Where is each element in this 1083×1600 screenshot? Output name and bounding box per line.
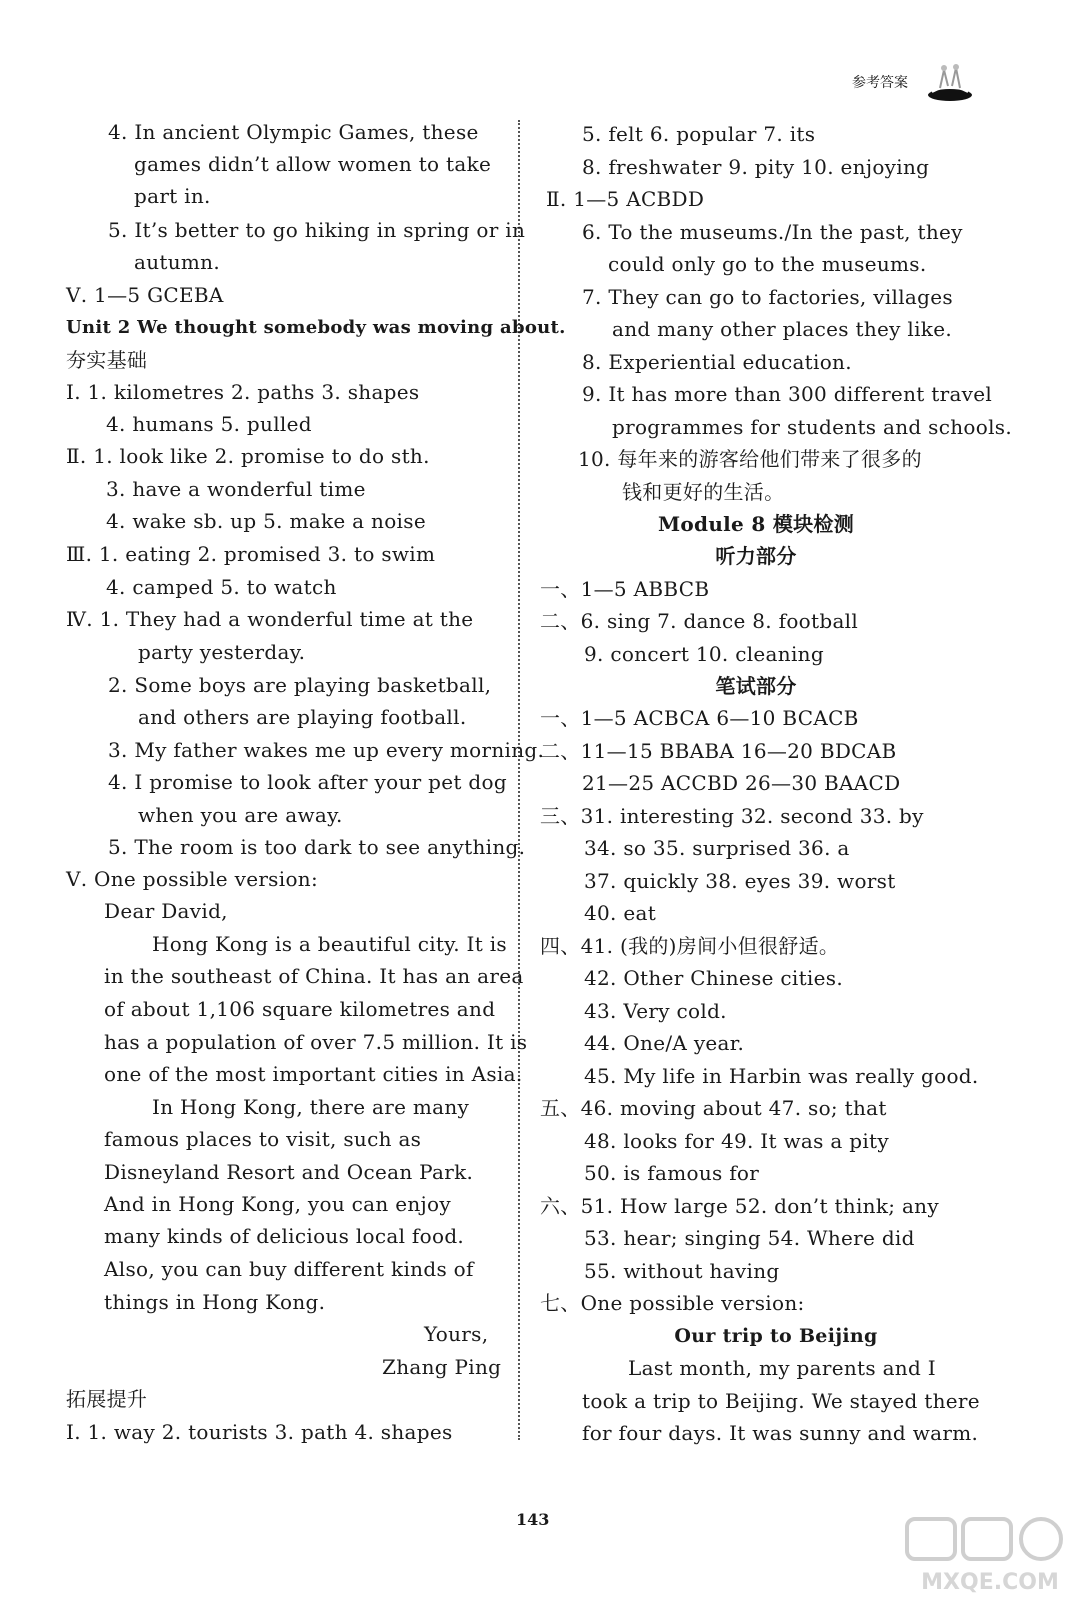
answer-line: and others are playing football.	[138, 705, 467, 729]
answer-line: 4. I promise to look after your pet dog	[108, 770, 507, 794]
answer-line: 一、1—5 ABBCB	[540, 577, 710, 601]
letter-line: in the southeast of China. It has an area	[104, 964, 524, 988]
answer-line: 三、31. interesting 32. second 33. by	[540, 804, 924, 828]
answer-line: games didn’t allow women to take	[134, 152, 492, 176]
answer-line: Ⅰ. 1. kilometres 2. paths 3. shapes	[66, 380, 420, 404]
answer-line: 一、1—5 ACBCA 6—10 BCACB	[540, 706, 859, 730]
answer-line: 9. concert 10. cleaning	[584, 642, 824, 666]
module-heading: Module 8 模块检测	[657, 512, 855, 536]
letter-signature: Zhang Ping	[382, 1355, 502, 1379]
answer-line: 9. It has more than 300 different travel	[582, 382, 993, 406]
header-label: 参考答案	[852, 75, 908, 91]
answer-line: 50. is famous for	[584, 1161, 760, 1185]
answer-line: 5. The room is too dark to see anything.	[108, 835, 526, 859]
essay-title: Our trip to Beijing	[674, 1325, 878, 1347]
answer-line: 六、51. How large 52. don’t think; any	[540, 1194, 939, 1218]
answer-line: 37. quickly 38. eyes 39. worst	[584, 869, 896, 893]
watermark-text: MXQE.COM	[921, 1570, 1059, 1595]
answer-line: Ⅱ. 1. look like 2. promise to do sth.	[66, 444, 430, 468]
answer-line: Ⅱ. 1—5 ACBDD	[546, 187, 705, 211]
answer-line: 四、41. (我的)房间小但很舒适。	[540, 934, 840, 958]
answer-line: 3. have a wonderful time	[106, 477, 366, 501]
answer-line: 二、11—15 BBABA 16—20 BDCAB	[540, 739, 897, 763]
answer-line: 8. freshwater 9. pity 10. enjoying	[582, 155, 930, 179]
letter-line: things in Hong Kong.	[104, 1290, 326, 1314]
answer-line: 3. My father wakes me up every morning.	[108, 738, 545, 762]
answer-line: Ⅴ. 1—5 GCEBA	[66, 283, 224, 307]
answer-line: Ⅴ. One possible version:	[66, 867, 319, 891]
answer-line: 钱和更好的生活。	[622, 480, 785, 504]
essay-line: Last month, my parents and I	[628, 1356, 936, 1380]
letter-line: has a population of over 7.5 million. It is	[104, 1030, 528, 1054]
letter-line: Disneyland Resort and Ocean Park.	[104, 1160, 474, 1184]
answer-line: 5. It’s better to go hiking in spring or in	[108, 218, 526, 242]
answer-line: Ⅳ. 1. They had a wonderful time at the	[66, 607, 474, 631]
answer-line: Ⅰ. 1. way 2. tourists 3. path 4. shapes	[66, 1420, 453, 1444]
answer-line: 34. so 35. surprised 36. a	[584, 836, 850, 860]
answer-site-watermark-icon	[905, 1515, 1075, 1595]
page-number: 143	[516, 1510, 550, 1529]
answer-line: 55. without having	[584, 1259, 780, 1283]
answer-line: 五、46. moving about 47. so; that	[540, 1096, 887, 1120]
section-heading: 拓展提升	[66, 1387, 148, 1411]
answer-line: 53. hear; singing 54. Where did	[584, 1226, 915, 1250]
answer-line: 10. 每年来的游客给他们带来了很多的	[578, 447, 922, 471]
answer-line: and many other places they like.	[612, 317, 952, 341]
answer-line: when you are away.	[138, 803, 343, 827]
answer-line: programmes for students and schools.	[612, 415, 1013, 439]
answer-line: party yesterday.	[138, 640, 306, 664]
section-heading: 听力部分	[715, 544, 797, 568]
unit-heading: Unit 2 We thought somebody was moving about.	[66, 317, 566, 338]
letter-line: Also, you can buy different kinds of	[104, 1257, 474, 1281]
answer-line: 4. camped 5. to watch	[106, 575, 337, 599]
letter-line: Hong Kong is a beautiful city. It is	[152, 932, 507, 956]
letter-line: famous places to visit, such as	[104, 1127, 422, 1151]
answer-line: 2. Some boys are playing basketball,	[108, 673, 492, 697]
answer-line: 44. One/A year.	[584, 1031, 745, 1055]
answer-line: Ⅲ. 1. eating 2. promised 3. to swim	[66, 542, 436, 566]
letter-line: of about 1,106 square kilometres and	[104, 997, 496, 1021]
answer-line: 4. In ancient Olympic Games, these	[108, 120, 479, 144]
answer-line: autumn.	[134, 250, 221, 274]
answer-line: 40. eat	[584, 901, 657, 925]
answer-line: could only go to the museums.	[608, 252, 927, 276]
letter-line: In Hong Kong, there are many	[152, 1095, 470, 1119]
answer-line: 8. Experiential education.	[582, 350, 852, 374]
letter-line: And in Hong Kong, you can enjoy	[104, 1192, 451, 1216]
answer-line: 5. felt 6. popular 7. its	[582, 122, 816, 146]
answer-line: 七、One possible version:	[540, 1291, 805, 1315]
answer-line: 42. Other Chinese cities.	[584, 966, 843, 990]
essay-line: for four days. It was sunny and warm.	[582, 1421, 979, 1445]
letter-line: many kinds of delicious local food.	[104, 1224, 465, 1248]
answer-line: 7. They can go to factories, villages	[582, 285, 953, 309]
answer-line: part in.	[134, 184, 211, 208]
answer-line: 4. humans 5. pulled	[106, 412, 312, 436]
letter-line: one of the most important cities in Asia.	[104, 1062, 523, 1086]
letter-closing: Yours,	[424, 1322, 489, 1346]
book-emblem-icon	[926, 62, 974, 102]
answer-line: 4. wake sb. up 5. make a noise	[106, 509, 426, 533]
answer-line: 二、6. sing 7. dance 8. football	[540, 609, 859, 633]
answer-line: 43. Very cold.	[584, 999, 727, 1023]
section-heading: 夯实基础	[66, 348, 148, 372]
answer-line: 21—25 ACCBD 26—30 BAACD	[582, 771, 901, 795]
answer-line: 45. My life in Harbin was really good.	[584, 1064, 979, 1088]
section-heading: 笔试部分	[715, 674, 797, 698]
letter-greeting: Dear David,	[104, 899, 228, 923]
answer-line: 48. looks for 49. It was a pity	[584, 1129, 889, 1153]
essay-line: took a trip to Beijing. We stayed there	[582, 1389, 980, 1413]
answer-line: 6. To the museums./In the past, they	[582, 220, 963, 244]
